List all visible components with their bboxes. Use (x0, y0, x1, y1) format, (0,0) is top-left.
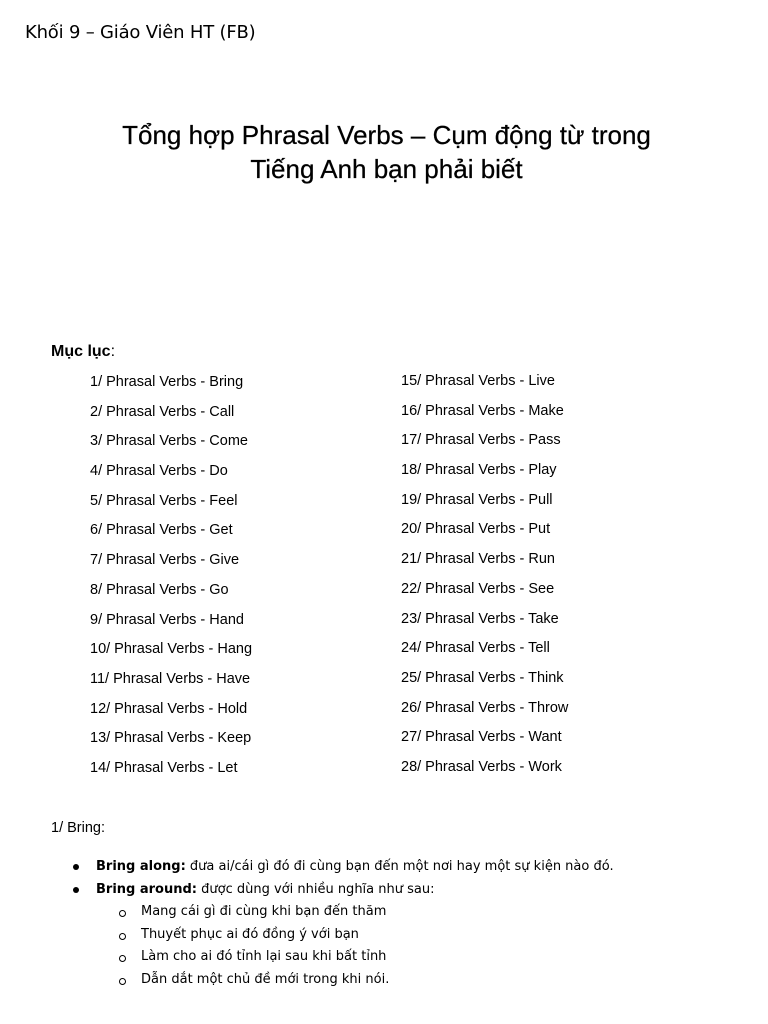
toc-item[interactable]: 4/ Phrasal Verbs - Do (90, 463, 228, 480)
list-item (96, 901, 614, 924)
toc-column-right (401, 371, 568, 787)
toc-item[interactable]: 24/ Phrasal Verbs - Tell (401, 640, 550, 657)
toc-item[interactable]: 8/ Phrasal Verbs - Go (90, 581, 229, 598)
bullet-icon (73, 887, 79, 893)
list-item (70, 856, 614, 879)
toc-item[interactable]: 15/ Phrasal Verbs - Live (401, 373, 555, 389)
circle-bullet-icon (119, 955, 126, 962)
document-header: Khối 9 – Giáo Viên HT (FB) (25, 22, 256, 43)
phrasal-verb-term: Bring along: (96, 859, 186, 874)
meaning-text: Dẫn dắt một chủ đề mới trong khi nói. (141, 971, 390, 987)
toc-column-left (90, 372, 252, 788)
toc-item[interactable]: 17/ Phrasal Verbs - Pass (401, 432, 561, 449)
toc-heading (51, 343, 115, 361)
toc-item[interactable]: 12/ Phrasal Verbs - Hold (90, 700, 248, 717)
list-item (96, 946, 614, 969)
toc-item[interactable]: 13/ Phrasal Verbs - Keep (90, 730, 252, 747)
toc-item[interactable]: 3/ Phrasal Verbs - Come (90, 433, 248, 450)
toc-item[interactable]: 27/ Phrasal Verbs - Want (401, 729, 562, 746)
toc-item[interactable]: 7/ Phrasal Verbs - Give (90, 552, 240, 569)
toc-item[interactable]: 23/ Phrasal Verbs - Take (401, 610, 559, 627)
toc-item[interactable]: 10/ Phrasal Verbs - Hang (90, 641, 253, 658)
toc-item[interactable]: 6/ Phrasal Verbs - Get (90, 522, 233, 539)
phrasal-verb-definition: đưa ai/cái gì đó đi cùng bạn đến một nơi hay một sự kiện nào đó. (185, 859, 614, 874)
toc-item[interactable]: 1/ Phrasal Verbs - Bring (90, 374, 244, 390)
circle-bullet-icon (119, 978, 126, 985)
bring-definitions-list (70, 856, 614, 991)
toc-item[interactable]: 25/ Phrasal Verbs - Think (401, 669, 564, 686)
meaning-text: Thuyết phục ai đó đồng ý với bạn (141, 926, 359, 942)
toc-item[interactable]: 22/ Phrasal Verbs - See (401, 580, 555, 597)
toc-item[interactable]: 18/ Phrasal Verbs - Play (401, 462, 557, 479)
toc-item[interactable]: 26/ Phrasal Verbs - Throw (401, 699, 569, 716)
toc-heading-label: Mục lục (51, 343, 111, 360)
circle-bullet-icon (119, 910, 126, 917)
toc-item[interactable]: 11/ Phrasal Verbs - Have (90, 670, 251, 687)
bullet-icon (73, 864, 79, 870)
toc-item[interactable]: 14/ Phrasal Verbs - Let (90, 759, 238, 776)
list-item (70, 879, 614, 992)
circle-bullet-icon (119, 933, 126, 940)
section-title-bring: 1/ Bring: (51, 820, 105, 836)
toc-item[interactable]: 2/ Phrasal Verbs - Call (90, 403, 235, 420)
toc-item[interactable]: 20/ Phrasal Verbs - Put (401, 521, 551, 538)
meaning-text: Làm cho ai đó tỉnh lại sau khi bất tỉnh (141, 949, 387, 964)
title-line-2: Tiếng Anh bạn phải biết (250, 154, 523, 184)
meaning-text: Mang cái gì đi cùng khi bạn đến thăm (141, 904, 387, 919)
toc-item[interactable]: 28/ Phrasal Verbs - Work (401, 758, 562, 775)
phrasal-verb-term: Bring around: (96, 881, 197, 897)
toc-item[interactable]: 21/ Phrasal Verbs - Run (401, 551, 555, 568)
toc-item[interactable]: 19/ Phrasal Verbs - Pull (401, 491, 553, 508)
toc-item[interactable]: 9/ Phrasal Verbs - Hand (90, 611, 244, 628)
toc-item[interactable]: 16/ Phrasal Verbs - Make (401, 402, 564, 419)
document-title (40, 118, 733, 186)
title-line-1: Tổng hợp Phrasal Verbs – Cụm động từ trong (122, 120, 651, 150)
phrasal-verb-definition: được dùng với nhiều nghĩa như sau: (197, 881, 435, 897)
list-item (96, 969, 614, 992)
toc-item[interactable]: 5/ Phrasal Verbs - Feel (90, 492, 238, 509)
bring-around-meanings (96, 901, 614, 991)
toc-heading-colon: : (110, 343, 116, 360)
list-item (96, 924, 614, 947)
